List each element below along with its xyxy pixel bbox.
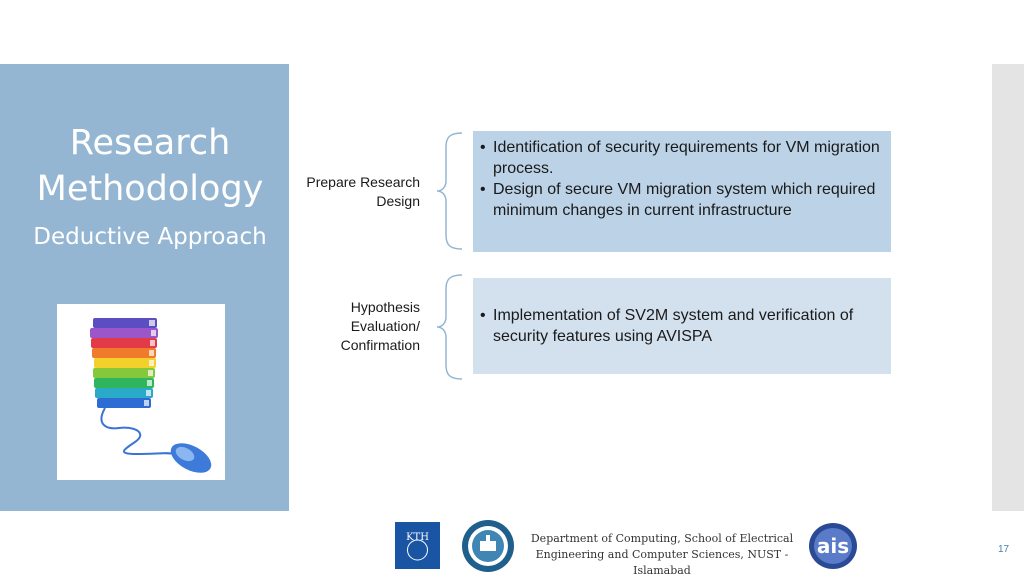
bullet-item: • Implementation of SV2M system and verification of security features using AVISPA (473, 305, 883, 347)
phase-label-hypothesis-evaluation: Hypothesis Evaluation/ Confirmation (340, 299, 420, 353)
bullet-item: • Identification of security requirements for VM migration process. (473, 137, 883, 179)
ais-logo-icon (808, 522, 858, 570)
ais-logo-text: ais (816, 534, 850, 558)
slide-subtitle: Deductive Approach (33, 224, 267, 250)
kth-logo-text: KTH (406, 532, 429, 543)
mouse-icon (166, 437, 216, 479)
phase2-bullet-box (473, 278, 891, 374)
bullet-item: • Design of secure VM migration system which required minimum changes in current infrastructure (473, 179, 883, 221)
slide-title: Research Methodology (36, 123, 264, 209)
nust-seal-logo-icon (461, 519, 515, 573)
footer-department-text: Department of Computing, School of Electrical Engineering and Computer Sciences, NUST - Islamabad (530, 532, 794, 577)
right-decorative-strip (992, 64, 1024, 511)
books-stack-icon (90, 318, 158, 408)
kth-logo-icon (395, 522, 440, 569)
phase1-bullet-box (473, 131, 891, 252)
page-number: 17 (998, 544, 1010, 555)
books-mouse-image (57, 304, 225, 480)
title-panel (0, 64, 289, 511)
phase-label-prepare-research-design: Prepare Research Design (306, 174, 420, 209)
left-bracket-icon (436, 273, 464, 381)
left-bracket-icon (436, 131, 464, 251)
